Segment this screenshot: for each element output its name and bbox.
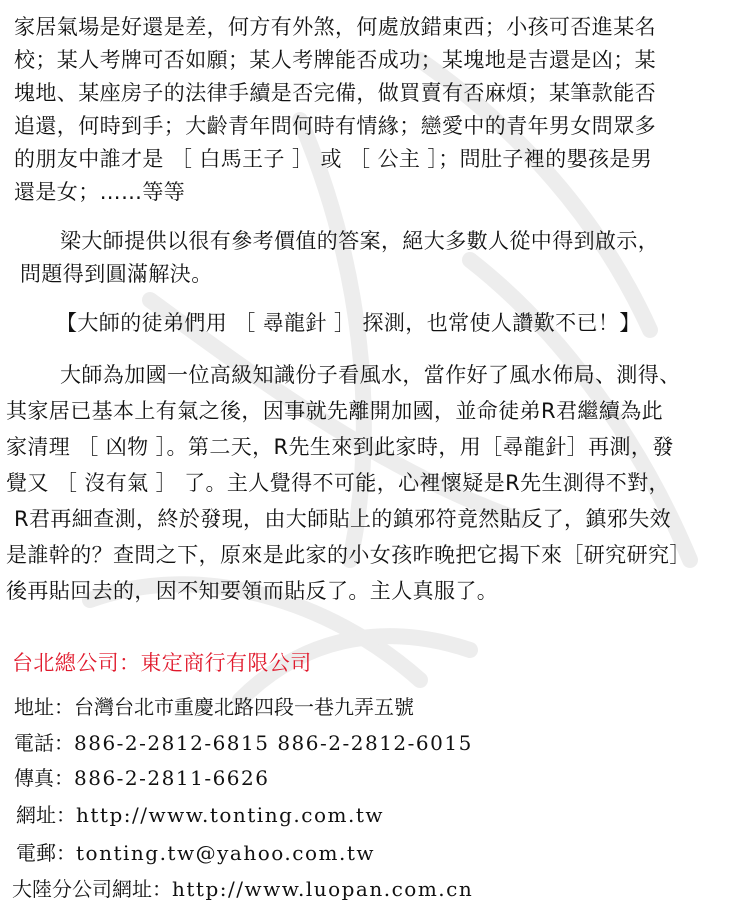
text-line: R君再細查測，終於發現，由大師貼上的鎮邪符竟然貼反了，鎮邪失效 bbox=[14, 507, 671, 531]
fax-row bbox=[14, 765, 269, 791]
website-link[interactable]: http://www.tonting.com.tw bbox=[76, 803, 384, 827]
email-label: 電郵： bbox=[16, 841, 76, 865]
mainland-website-label: 大陸分公司網址： bbox=[12, 877, 172, 901]
section-heading: 【大師的徒弟們用 ［ 尋龍針 ］ 探測，也常使人讚歎不已！】 bbox=[56, 311, 641, 335]
email-row bbox=[16, 840, 375, 866]
website-label: 網址： bbox=[16, 803, 76, 827]
text-line: 的朋友中誰才是 ［ 白馬王子 ］ 或 ［ 公主 ］；問肚子裡的嬰孩是男 bbox=[14, 147, 653, 171]
text-line: 追還，何時到手；大齡青年問何時有情緣；戀愛中的青年男女問眾多 bbox=[14, 114, 656, 138]
phone-label: 電話： bbox=[14, 731, 74, 755]
mainland-website-row bbox=[12, 876, 473, 902]
company-name: 台北總公司：東定商行有限公司 bbox=[12, 651, 312, 675]
email-link[interactable]: tonting.tw@yahoo.com.tw bbox=[76, 841, 376, 865]
phone-value: 886-2-2812-6815 886-2-2812-6015 bbox=[74, 731, 473, 755]
address-value: 台灣台北市重慶北路四段一巷九弄五號 bbox=[74, 695, 414, 719]
text-line: 覺又 ［ 沒有氣 ］ 了。主人覺得不可能，心裡懷疑是R先生測得不對， bbox=[6, 471, 670, 495]
fax-value: 886-2-2811-6626 bbox=[74, 766, 270, 790]
fax-label: 傳真： bbox=[14, 766, 74, 790]
phone-row bbox=[14, 730, 473, 756]
mainland-website-link[interactable]: http://www.luopan.com.cn bbox=[172, 877, 474, 901]
website-row bbox=[16, 802, 384, 828]
text-line: 梁大師提供以很有參考價值的答案，絕大多數人從中得到啟示， bbox=[60, 229, 660, 253]
text-line: 校；某人考牌可否如願；某人考牌能否成功；某塊地是吉還是凶；某 bbox=[14, 48, 656, 72]
text-line: 是誰幹的？查問之下，原來是此家的小女孩昨晚把它揭下來［研究研究］ bbox=[6, 543, 691, 567]
text-line: 後再貼回去的，因不知要領而貼反了。主人真服了。 bbox=[6, 579, 499, 603]
text-line: 家清理 ［ 凶物 ］。第二天，R先生來到此家時，用［尋龍針］再測，發 bbox=[6, 435, 674, 459]
text-line: 家居氣場是好還是差，何方有外煞，何處放錯東西；小孩可否進某名 bbox=[14, 15, 656, 39]
address-row bbox=[14, 694, 414, 720]
address-label: 地址： bbox=[14, 695, 74, 719]
text-line: 問題得到圓滿解決。 bbox=[20, 262, 213, 286]
text-line: 還是女；……等等 bbox=[14, 180, 186, 204]
text-line: 其家居已基本上有氣之後，因事就先離開加國，並命徒弟R君繼續為此 bbox=[6, 399, 663, 423]
text-line: 塊地、某座房子的法律手續是否完備，做買賣有否麻煩；某筆款能否 bbox=[14, 81, 656, 105]
text-line: 大師為加國一位高級知識份子看風水，當作好了風水佈局、測得、 bbox=[60, 363, 681, 387]
